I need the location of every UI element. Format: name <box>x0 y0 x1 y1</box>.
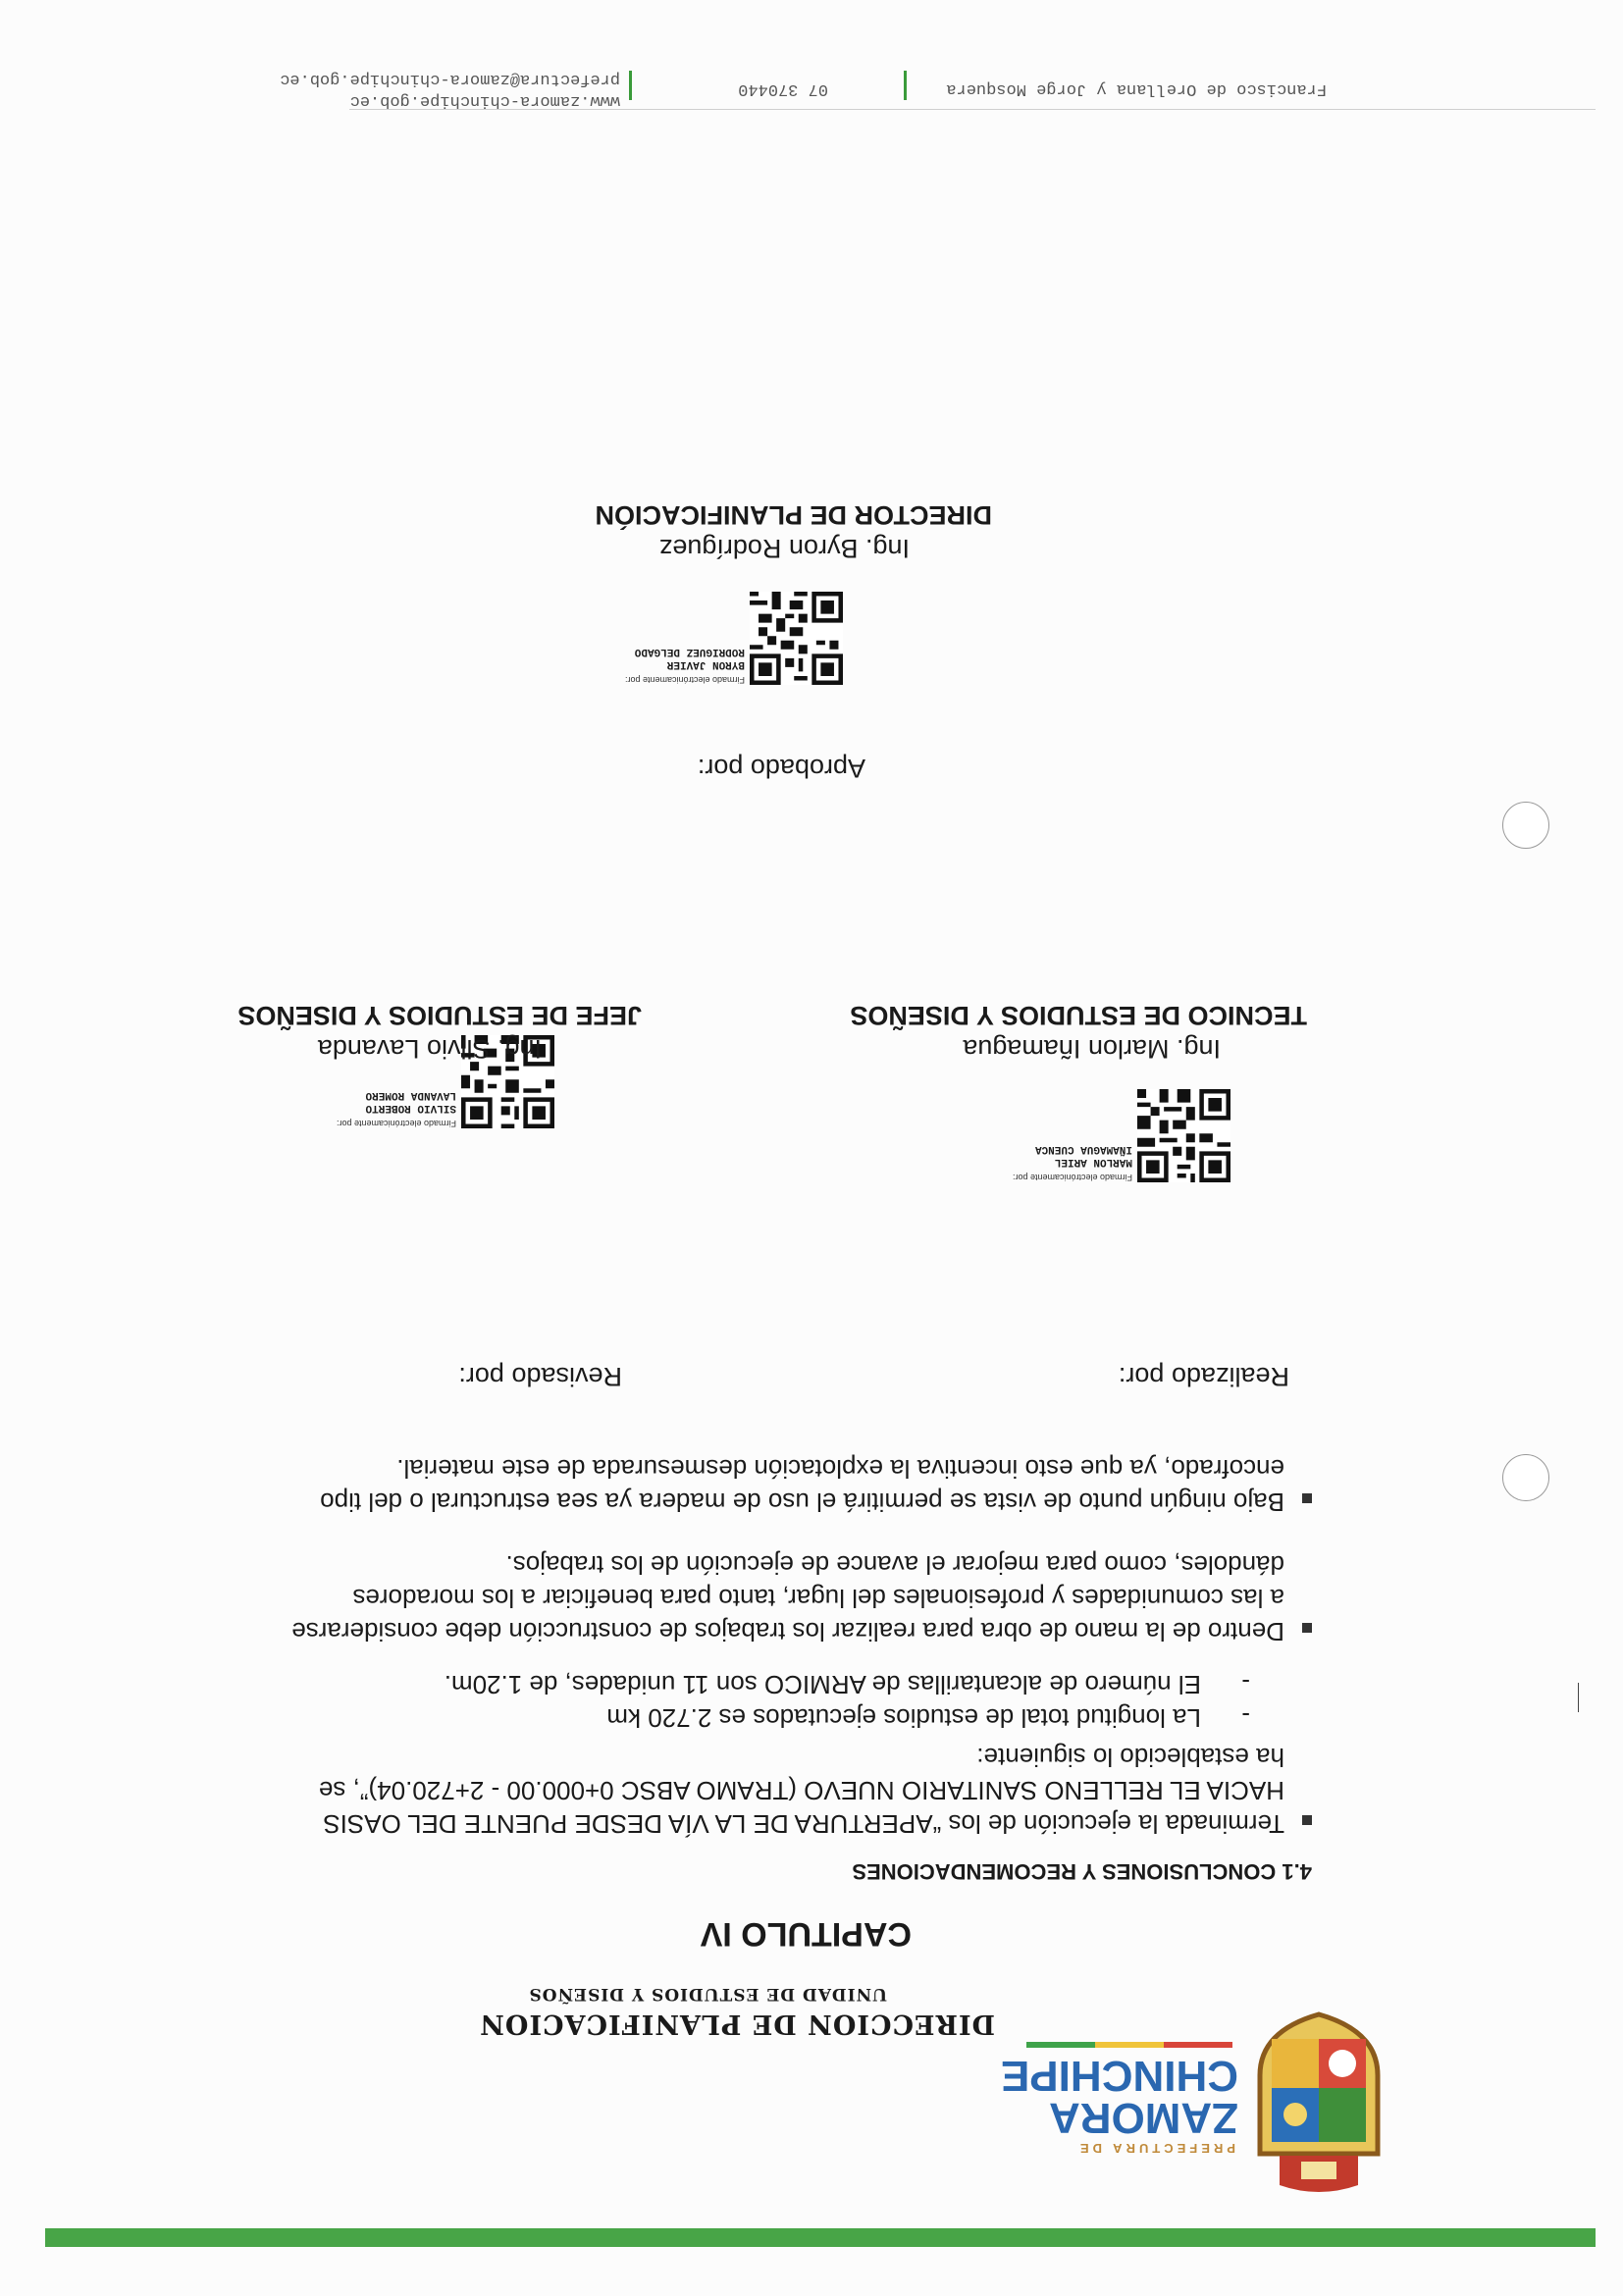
stamp-caption: Firmado electrónicamente por: <box>336 1119 456 1128</box>
dash-marker: - <box>1241 1668 1250 1697</box>
stamp-name-line: BYRON JAVIER <box>666 658 745 670</box>
paragraph-line: Dentro de la mano de obra para realizar los trabajos de construcción debe considerarse <box>291 1617 1284 1646</box>
institution-subtitle: UNIDAD DE ESTUDIOS Y DISEÑOS <box>528 1984 887 2004</box>
stamp-caption: Firmado electrónicamente por: <box>1012 1173 1132 1182</box>
stamp-name-line: SILVIO ROBERTO <box>365 1102 456 1114</box>
paragraph-line: ha establecido lo siguiente: <box>976 1743 1284 1772</box>
revisado-title: JEFE DE ESTUDIOS Y DISEÑOS <box>237 1001 642 1030</box>
realizado-label: Realizado por: <box>1118 1362 1289 1391</box>
footer-website: www.zamora-chinchipe.gob.ec <box>349 91 620 110</box>
section-heading: 4.1 CONCLUSIONES Y RECOMENDACIONES <box>852 1859 1312 1884</box>
dash-marker: - <box>1241 1701 1250 1731</box>
aprobado-label: Aprobado por: <box>697 754 865 783</box>
coat-of-arms-icon <box>1250 2011 1387 2193</box>
aprobado-name: Ing. Byron Rodríguez <box>658 534 910 563</box>
margin-tick <box>1578 1683 1579 1712</box>
footer-address: Francisco de Orellana y Jorge Mosquera <box>946 79 1327 98</box>
qr-code-icon <box>750 592 843 685</box>
paragraph-line: encofrado, ya que esto incentiva la explotación desmesurada de este material. <box>396 1454 1284 1484</box>
paragraph-line: a las comunidades y profesionales del lugar, tanto para beneficiar a los moradores <box>352 1584 1284 1613</box>
prefectura-logo <box>956 2011 1387 2193</box>
stamp-caption: Firmado electrónicamente por: <box>624 675 745 685</box>
stamp-name-line: RODRIGUEZ DELGADO <box>634 646 745 657</box>
paragraph-line: Terminada la ejecución de los “APERTURA DE LA VÍA DESDE PUENTE DEL OASIS <box>323 1809 1284 1839</box>
green-header-bar <box>45 2228 1596 2247</box>
paragraph-line: dándoles, como para mejorar el avance de ejecución de los trabajos. <box>505 1550 1284 1580</box>
realizado-name: Ing. Marlon Iñamagua <box>963 1034 1221 1064</box>
stamp-name-line: MARLON ARIEL <box>1054 1156 1132 1168</box>
logo-color-stripe <box>1026 2042 1232 2048</box>
bullet-marker <box>1302 1815 1312 1825</box>
punch-hole <box>1502 1454 1549 1501</box>
footer-separator <box>629 71 632 100</box>
logo-chinchipe-text: CHINCHIPE <box>1000 2052 1238 2100</box>
revisado-name: Ing. Silvio Lavanda <box>317 1034 542 1064</box>
logo-prefix-text: PREFECTURA DE <box>1075 2141 1235 2156</box>
stamp-name-line: LAVANDA ROMERO <box>365 1089 456 1101</box>
paragraph-line: HACIA EL RELLENO SANITARIO NUEVO (TRAMO ABSC 0+000.00 - 2+720.04)”, se <box>318 1776 1284 1805</box>
punch-hole <box>1502 802 1549 849</box>
bullet-marker <box>1302 1493 1312 1503</box>
bullet-marker <box>1302 1623 1312 1633</box>
footer-separator <box>904 71 907 100</box>
logo-zamora-text: ZAMORA <box>1048 2094 1238 2142</box>
institution-title: DIRECCION DE PLANIFICACION <box>479 2009 995 2039</box>
revisado-label: Revisado por: <box>458 1362 622 1391</box>
stamp-name-line: IÑAMAGUA CUENCA <box>1034 1143 1132 1155</box>
paragraph-line: Bajo ningún punto de vista se permitirá el uso de madera ya sea estructural o del tipo <box>320 1487 1284 1517</box>
sub-item: La longitud total de estudios ejecutados es 2.720 km <box>606 1703 1201 1733</box>
qr-code-icon <box>1137 1089 1230 1182</box>
realizado-title: TECNICO DE ESTUDIOS Y DISEÑOS <box>850 1001 1307 1030</box>
sub-item: El número de alcantarillas de ARMICO son 11 unidades, de 1.20m. <box>444 1670 1201 1699</box>
footer-email: prefectura@zamora-chinchipe.gob.ec <box>280 70 620 88</box>
aprobado-title: DIRECTOR DE PLANIFICACIÓN <box>595 500 992 530</box>
footer-phone: 07 370440 <box>738 79 828 98</box>
chapter-heading: CAPITULO IV <box>700 1915 912 1953</box>
